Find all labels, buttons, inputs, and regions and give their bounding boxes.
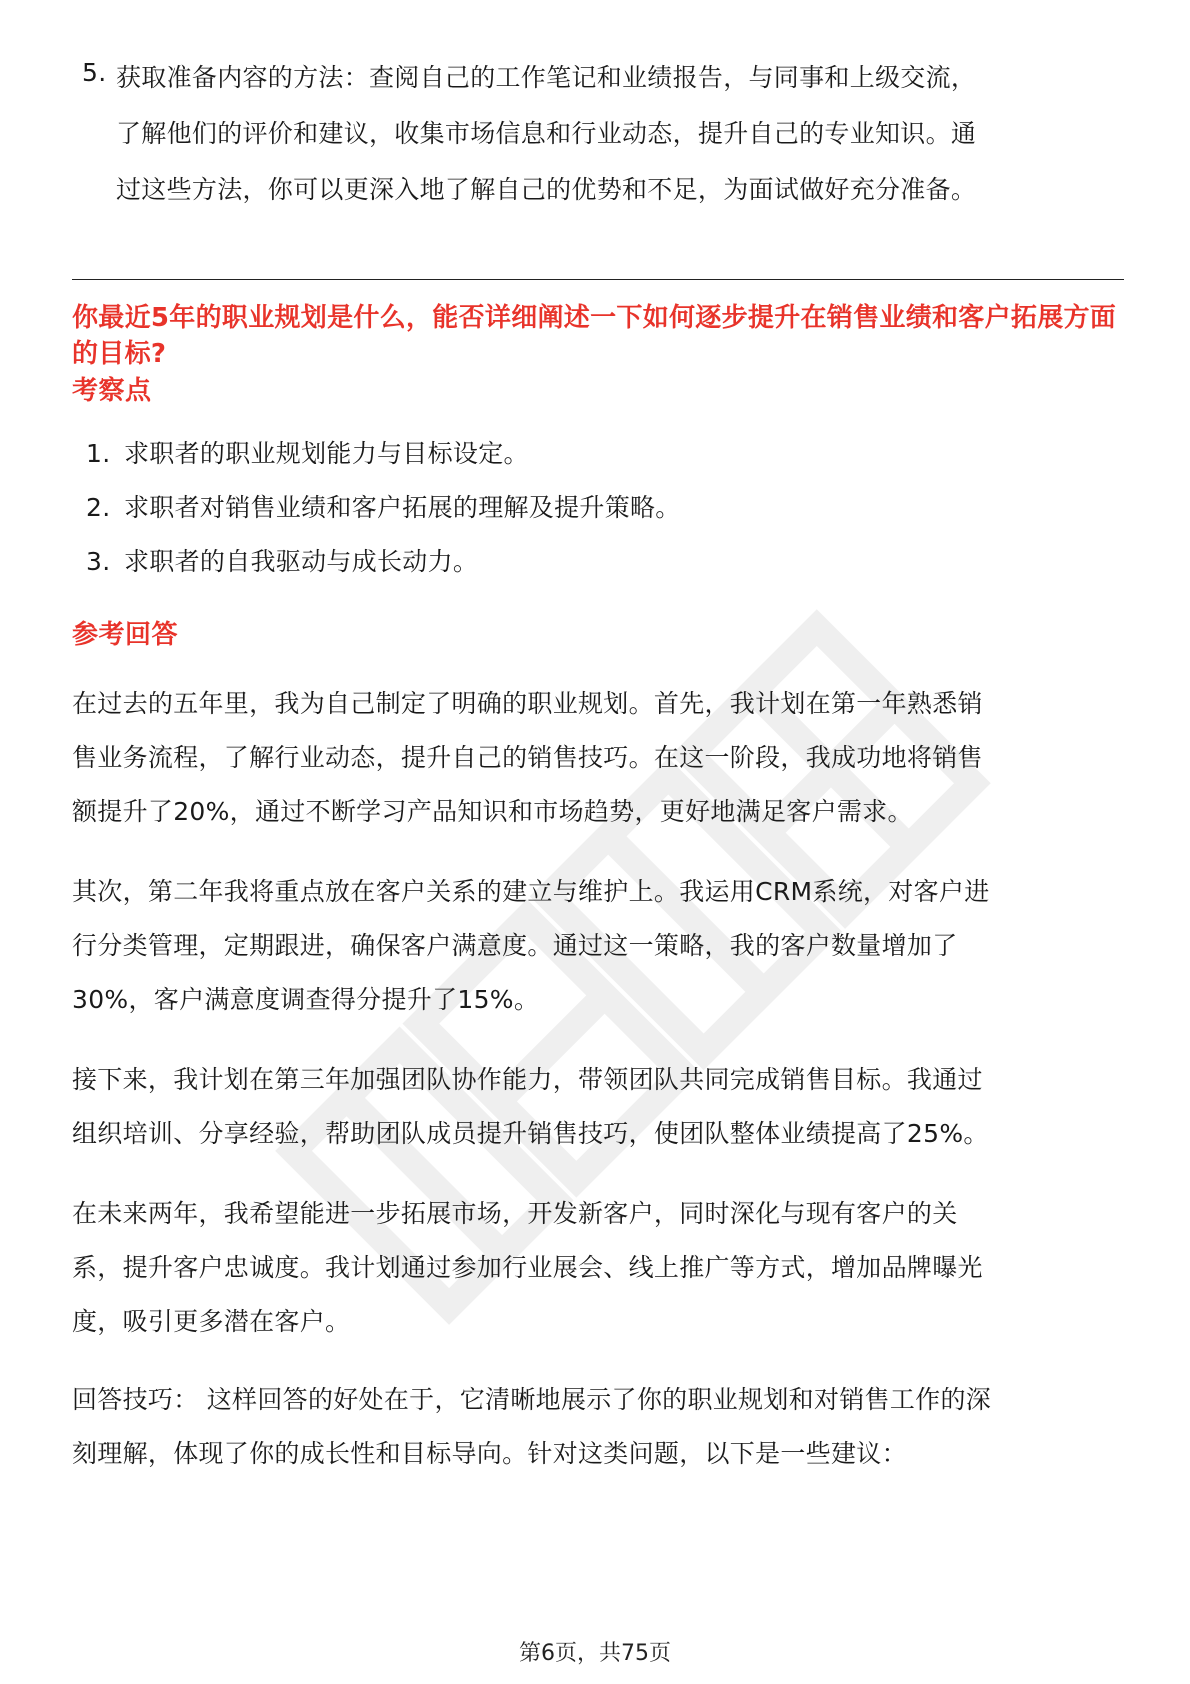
- intro-item-line-2: 了解他们的评价和建议，收集市场信息和行业动态，提升自己的专业知识。通: [116, 119, 977, 148]
- answer-paragraph-line: 30%，客户满意度调查得分提升了15%。: [72, 985, 540, 1014]
- examination-item-text: 求职者对销售业绩和客户拓展的理解及提升策略。: [124, 493, 681, 522]
- examination-item-number: 3.: [86, 547, 111, 576]
- answer-paragraph-line: 接下来，我计划在第三年加强团队协作能力，带领团队共同完成销售目标。我通过: [72, 1065, 983, 1094]
- examination-item: [86, 534, 478, 590]
- answer-paragraph-line: 在未来两年，我希望能进一步拓展市场，开发新客户，同时深化与现有客户的关: [72, 1199, 958, 1228]
- answer-paragraph-line: 系，提升客户忠诚度。我计划通过参加行业展会、线上推广等方式，增加品牌曝光: [72, 1253, 983, 1282]
- answer-paragraph-line: 售业务流程，了解行业动态，提升自己的销售技巧。在这一阶段，我成功地将销售: [72, 743, 983, 772]
- question-title: 你最近5年的职业规划是什么，能否详细阐述一下如何逐步提升在销售业绩和客户拓展方面的目标?: [72, 303, 1117, 369]
- answer-tips-line: 回答技巧： 这样回答的好处在于，它清晰地展示了你的职业规划和对销售工作的深: [72, 1385, 992, 1414]
- intro-item-line-3: 过这些方法，你可以更深入地了解自己的优势和不足，为面试做好充分准备。: [116, 175, 977, 204]
- page-number: 第6页，共75页: [519, 1641, 671, 1666]
- answer-paragraph-line: 在过去的五年里，我为自己制定了明确的职业规划。首先，我计划在第一年熟悉销: [72, 689, 983, 718]
- examination-heading: 考察点: [72, 376, 152, 406]
- answer-paragraph-line: 其次，第二年我将重点放在客户关系的建立与维护上。我运用CRM系统，对客户进: [72, 877, 990, 906]
- answer-tips-line: 刻理解，体现了你的成长性和目标导向。针对这类问题，以下是一些建议：: [72, 1439, 907, 1468]
- examination-item-text: 求职者的自我驱动与成长动力。: [124, 547, 479, 576]
- answer-paragraph-line: 行分类管理，定期跟进，确保客户满意度。通过这一策略，我的客户数量增加了: [72, 931, 958, 960]
- examination-item-text: 求职者的职业规划能力与目标设定。: [124, 439, 529, 468]
- intro-item-number: 5.: [82, 58, 107, 87]
- answer-paragraph-line: 度，吸引更多潜在客户。: [72, 1307, 351, 1336]
- answer-heading: 参考回答: [72, 620, 179, 650]
- examination-item-number: 1.: [86, 439, 111, 468]
- intro-item-line-1: 获取准备内容的方法：查阅自己的工作笔记和业绩报告，与同事和上级交流，: [116, 63, 977, 92]
- answer-paragraph-line: 额提升了20%，通过不断学习产品知识和市场趋势，更好地满足客户需求。: [72, 797, 913, 826]
- examination-item-number: 2.: [86, 493, 111, 522]
- examination-item: [86, 426, 529, 482]
- section-divider: [72, 279, 1124, 280]
- examination-item: [86, 480, 681, 536]
- answer-paragraph-line: 组织培训、分享经验，帮助团队成员提升销售技巧，使团队整体业绩提高了25%。: [72, 1119, 989, 1148]
